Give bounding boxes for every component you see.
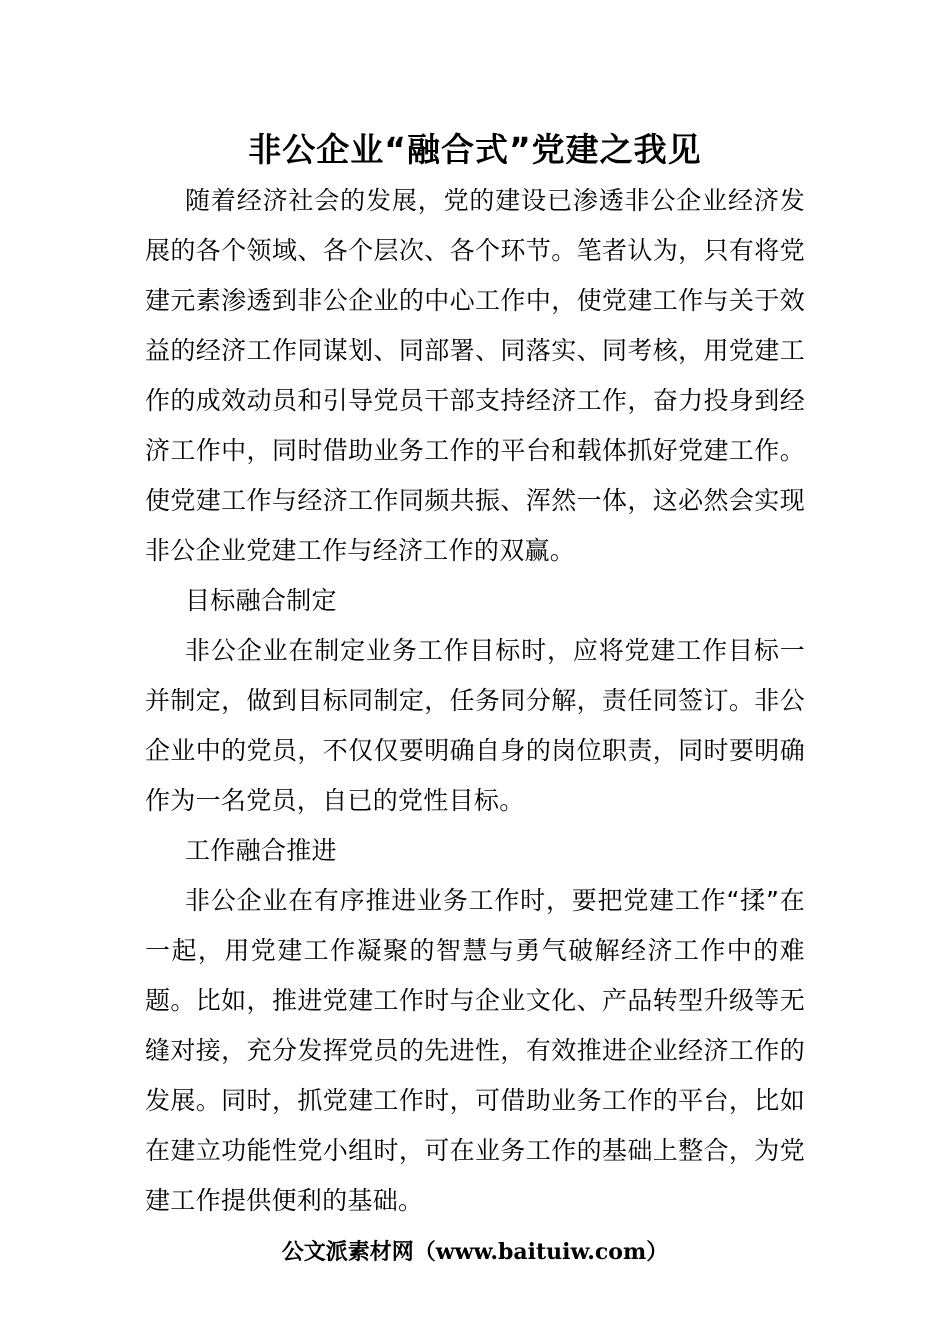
paragraph-goal-integration: 非公企业在制定业务工作目标时，应将党建工作目标一并制定，做到目标同制定，任务同分解，责任同签订。非公企业中的党员，不仅仅要明确自身的岗位职责，同时要明确作为一名党员，自已的党性目标。 bbox=[145, 636, 805, 815]
section-heading-work-integration: 工作融合推进 bbox=[185, 836, 337, 865]
paragraph-work-integration: 非公企业在有序推进业务工作时，要把党建工作“揉”在一起，用党建工作凝聚的智慧与勇气破解经济工作中的难题。比如，推进党建工作时与企业文化、产品转型升级等无缝对接，充分发挥党员的先进性，有效推进企业经济工作的发展。同时，抓党建工作时，可借助业务工作的平台，比如在建立功能性党小组时，可在业务工作的基础上整合，为党建工作提供便利的基础。 bbox=[145, 886, 805, 1215]
document-body bbox=[145, 176, 805, 1226]
paragraph-intro: 随着经济社会的发展，党的建设已渗透非公企业经济发展的各个领域、各个层次、各个环节。笔者认为，只有将党建元素渗透到非公企业的中心工作中，使党建工作与关于效益的经济工作同谋划、同部署、同落实、同考核，用党建工作的成效动员和引导党员干部支持经济工作，奋力投身到经济工作中，同时借助业务工作的平台和载体抓好党建工作。使党建工作与经济工作同频共振、浑然一体，这必然会实现非公企业党建工作与经济工作的双赢。 bbox=[145, 186, 805, 565]
section-heading-goal-integration: 目标融合制定 bbox=[185, 586, 337, 615]
document-title: 非公企业“融合式”党建之我见 bbox=[248, 130, 702, 169]
footer-source: 公文派素材网（www.baituiw.com） bbox=[281, 1239, 669, 1265]
